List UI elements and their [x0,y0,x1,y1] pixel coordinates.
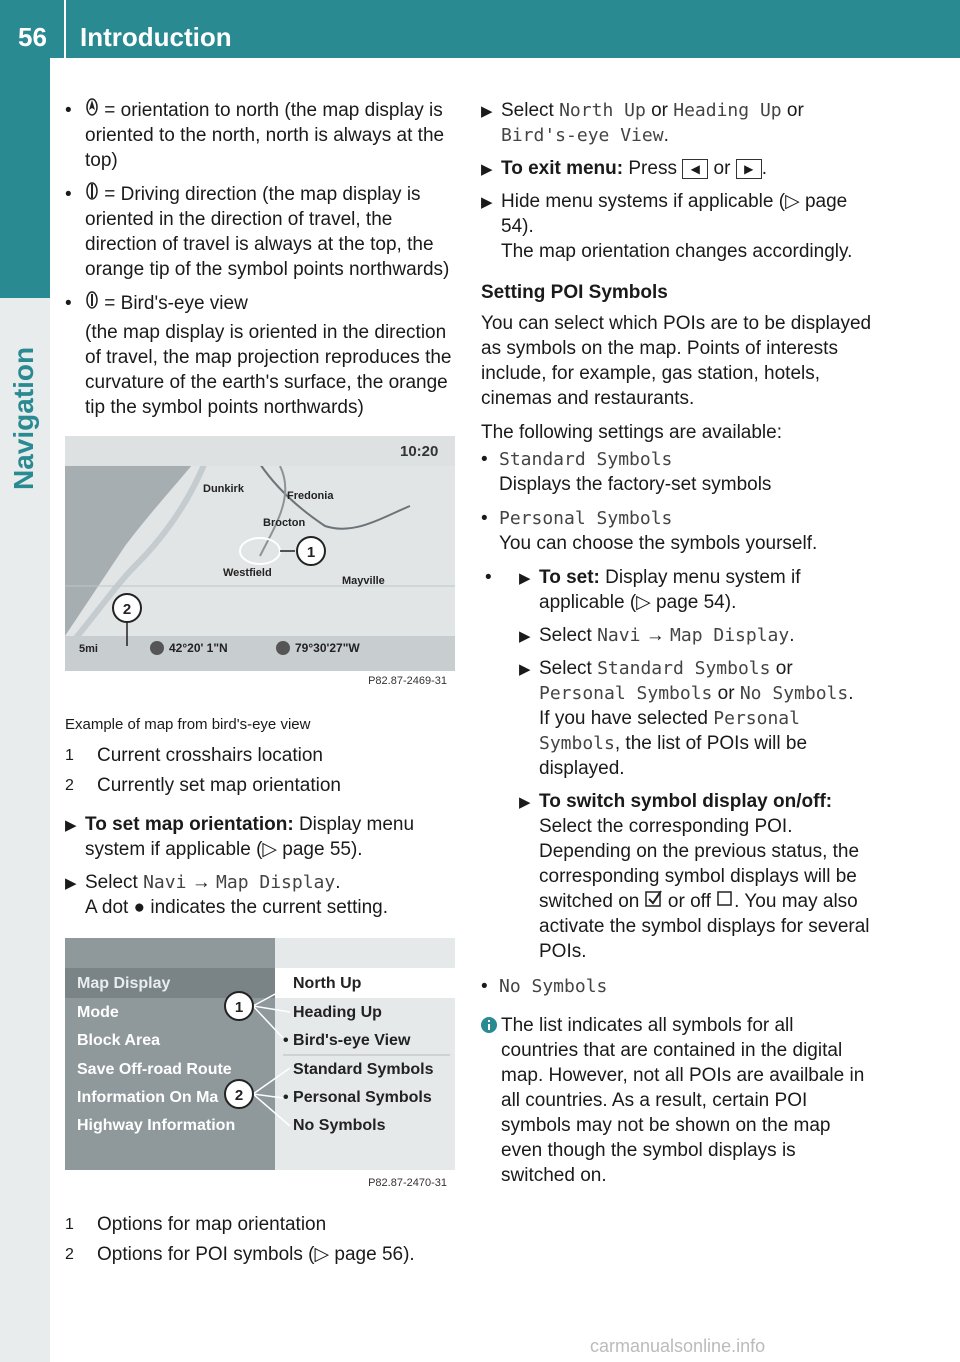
option-standard-symbols: • Standard Symbols Displays the factory-set symbols [481,449,772,495]
menu-left-item: Highway Information [77,1117,236,1134]
map-legend-item: 1 Current crosshairs location [65,745,323,766]
info-note: The list indicates all symbols for all countries that are contained in the digital map. However, not all POIs are availbale in all countries. As a result, certain POI symbols may not be shown on the map even though the symbol displays is switched on. [481,1013,873,1188]
bullet-north-up: • = orientation to north (the map display is oriented to the north, north is always at the top) [65,100,445,171]
step-set-orientation: ▶ To set map orientation: Display menu system if applicable (▷ page 55). [65,814,415,860]
page-header [0,0,960,58]
option-personal-symbols: • Personal Symbols You can choose the symbols yourself. [481,508,818,554]
compass-heading-icon [85,184,104,205]
watermark: carmanualsonline.info [590,1336,766,1356]
menu-right-item: No Symbols [293,1117,386,1134]
bullet-heading-up: • = Driving direction (the map display is oriented in the direction of travel, the direction of travel is always at the top, the orange tip of the symbol points northwards) [65,184,450,280]
menu-callout-1: 1 [234,999,244,1016]
right-arrow-key-icon: ▶ [736,159,762,179]
side-tab [0,58,50,298]
right-column [481,98,873,1188]
substep-select-symbols: ▶ Select Standard Symbols or Personal Symbols or No Symbols. If you have selected Personal Symbols, the list of POIs will be displayed. [519,658,854,779]
menu-image [65,938,455,1200]
menu-right-item: Standard Symbols [293,1061,434,1078]
menu-right-item: • Personal Symbols [283,1089,432,1106]
map-caption: Example of map from bird's-eye view [65,716,311,733]
menu-left-item: Information On Ma [77,1089,219,1106]
info-icon [481,1015,497,1040]
map-place-westfield: Westfield [223,567,272,579]
header-separator [64,0,66,58]
menu-left-item: Block Area [77,1032,160,1049]
menu-right-item: North Up [293,975,362,992]
map-image [65,436,455,698]
compass-north-icon [85,100,104,121]
menu-left-item: Save Off-road Route [77,1061,232,1078]
left-column [65,98,457,1272]
map-time: 10:20 [400,443,439,460]
substep-switch-display: ▶ To switch symbol display on/off: Select the corresponding POI. Depending on the previous status, the corresponding symbol displays will be switched on or off . You may also activate the symbol displays for several POIs. [519,791,870,962]
menu-left-item: Mode [77,1004,119,1021]
compass-birds-eye-icon [85,293,104,314]
map-callout-2: 2 [122,601,132,618]
poi-intro: You can select which POIs are to be displayed as symbols on the map. Points of interests include, for example, gas station, hotels, cinemas and restaurants. [481,313,872,409]
map-place-brocton: Brocton [263,517,306,529]
menu-right-item: • Bird's-eye View [283,1032,411,1049]
menu-legend-item: 1 Options for map orientation [65,1214,327,1235]
menu-figure-code: P82.87-2470-31 [368,1177,447,1189]
step-select-orientation: ▶ Select North Up or Heading Up or Bird's-eye View. [481,100,804,146]
substep-to-set: ▶ To set: Display menu system if applicable (▷ page 54). [519,567,801,613]
menu-right-item: Heading Up [293,1004,382,1021]
menu-left-item: Map Display [77,975,171,992]
section-title: Introduction [80,22,232,52]
page-number: 56 [18,22,47,52]
step-select-map-display: ▶ Select Navi → Map Display. A dot ● indicates the current setting. [65,872,388,918]
checkbox-unchecked-icon [716,891,734,912]
menu-callout-2: 2 [234,1087,244,1104]
globe-icon [150,641,164,655]
personal-symbols-steps: • ▶ To set: Display menu system if applicable (▷ page 54). ▶ Select Navi → Map Display. ▶ Select Standard Symbols or Personal Symbols or No Symbols. If you have selected Personal Symbols, the list of POIs will be displayed. ▶ To switch symbol display on/off: Select the corresponding POI. Depending on the previous status, the corresponding symbol displays will be switched on or off . You may also activate the symbol displays for several POIs. [481,565,873,964]
checkbox-checked-icon [645,891,663,912]
map-place-mayville: Mayville [342,575,385,587]
left-arrow-key-icon: ◀ [682,159,708,179]
poi-heading: Setting POI Symbols [481,282,668,303]
birds-eye-description: (the map display is oriented in the direction of travel, the map projection reproduces the curvature of the earth's surface, the orange tip the symbol points northwards) [85,322,452,418]
map-place-fredonia: Fredonia [287,490,334,502]
map-scale: 5mi [79,643,98,655]
substep-select-map-display: ▶ Select Navi → Map Display. [519,625,795,646]
bullet-birds-eye: • = Bird's-eye view [65,293,248,314]
step-hide-menu: ▶ Hide menu systems if applicable (▷ page 54). The map orientation changes accordingly. [481,191,853,262]
map-figure [65,436,455,698]
menu-legend-item: 2 Options for POI symbols (▷ page 56). [65,1244,415,1265]
menu-figure [65,938,455,1200]
option-no-symbols: • No Symbols [481,976,608,997]
map-longitude: 79°30'27"W [295,641,360,655]
map-latitude: 42°20' 1"N [169,641,228,655]
map-place-dunkirk: Dunkirk [203,483,244,495]
map-figure-code: P82.87-2469-31 [368,675,447,687]
map-legend-item: 2 Currently set map orientation [65,775,341,796]
step-exit-menu: ▶ To exit menu: Press ◀ or ▶ . [481,158,767,179]
settings-intro: The following settings are available: [481,422,783,443]
globe-icon-2 [276,641,290,655]
side-tab-label: Navigation [8,346,39,490]
map-callout-1: 1 [306,544,316,561]
